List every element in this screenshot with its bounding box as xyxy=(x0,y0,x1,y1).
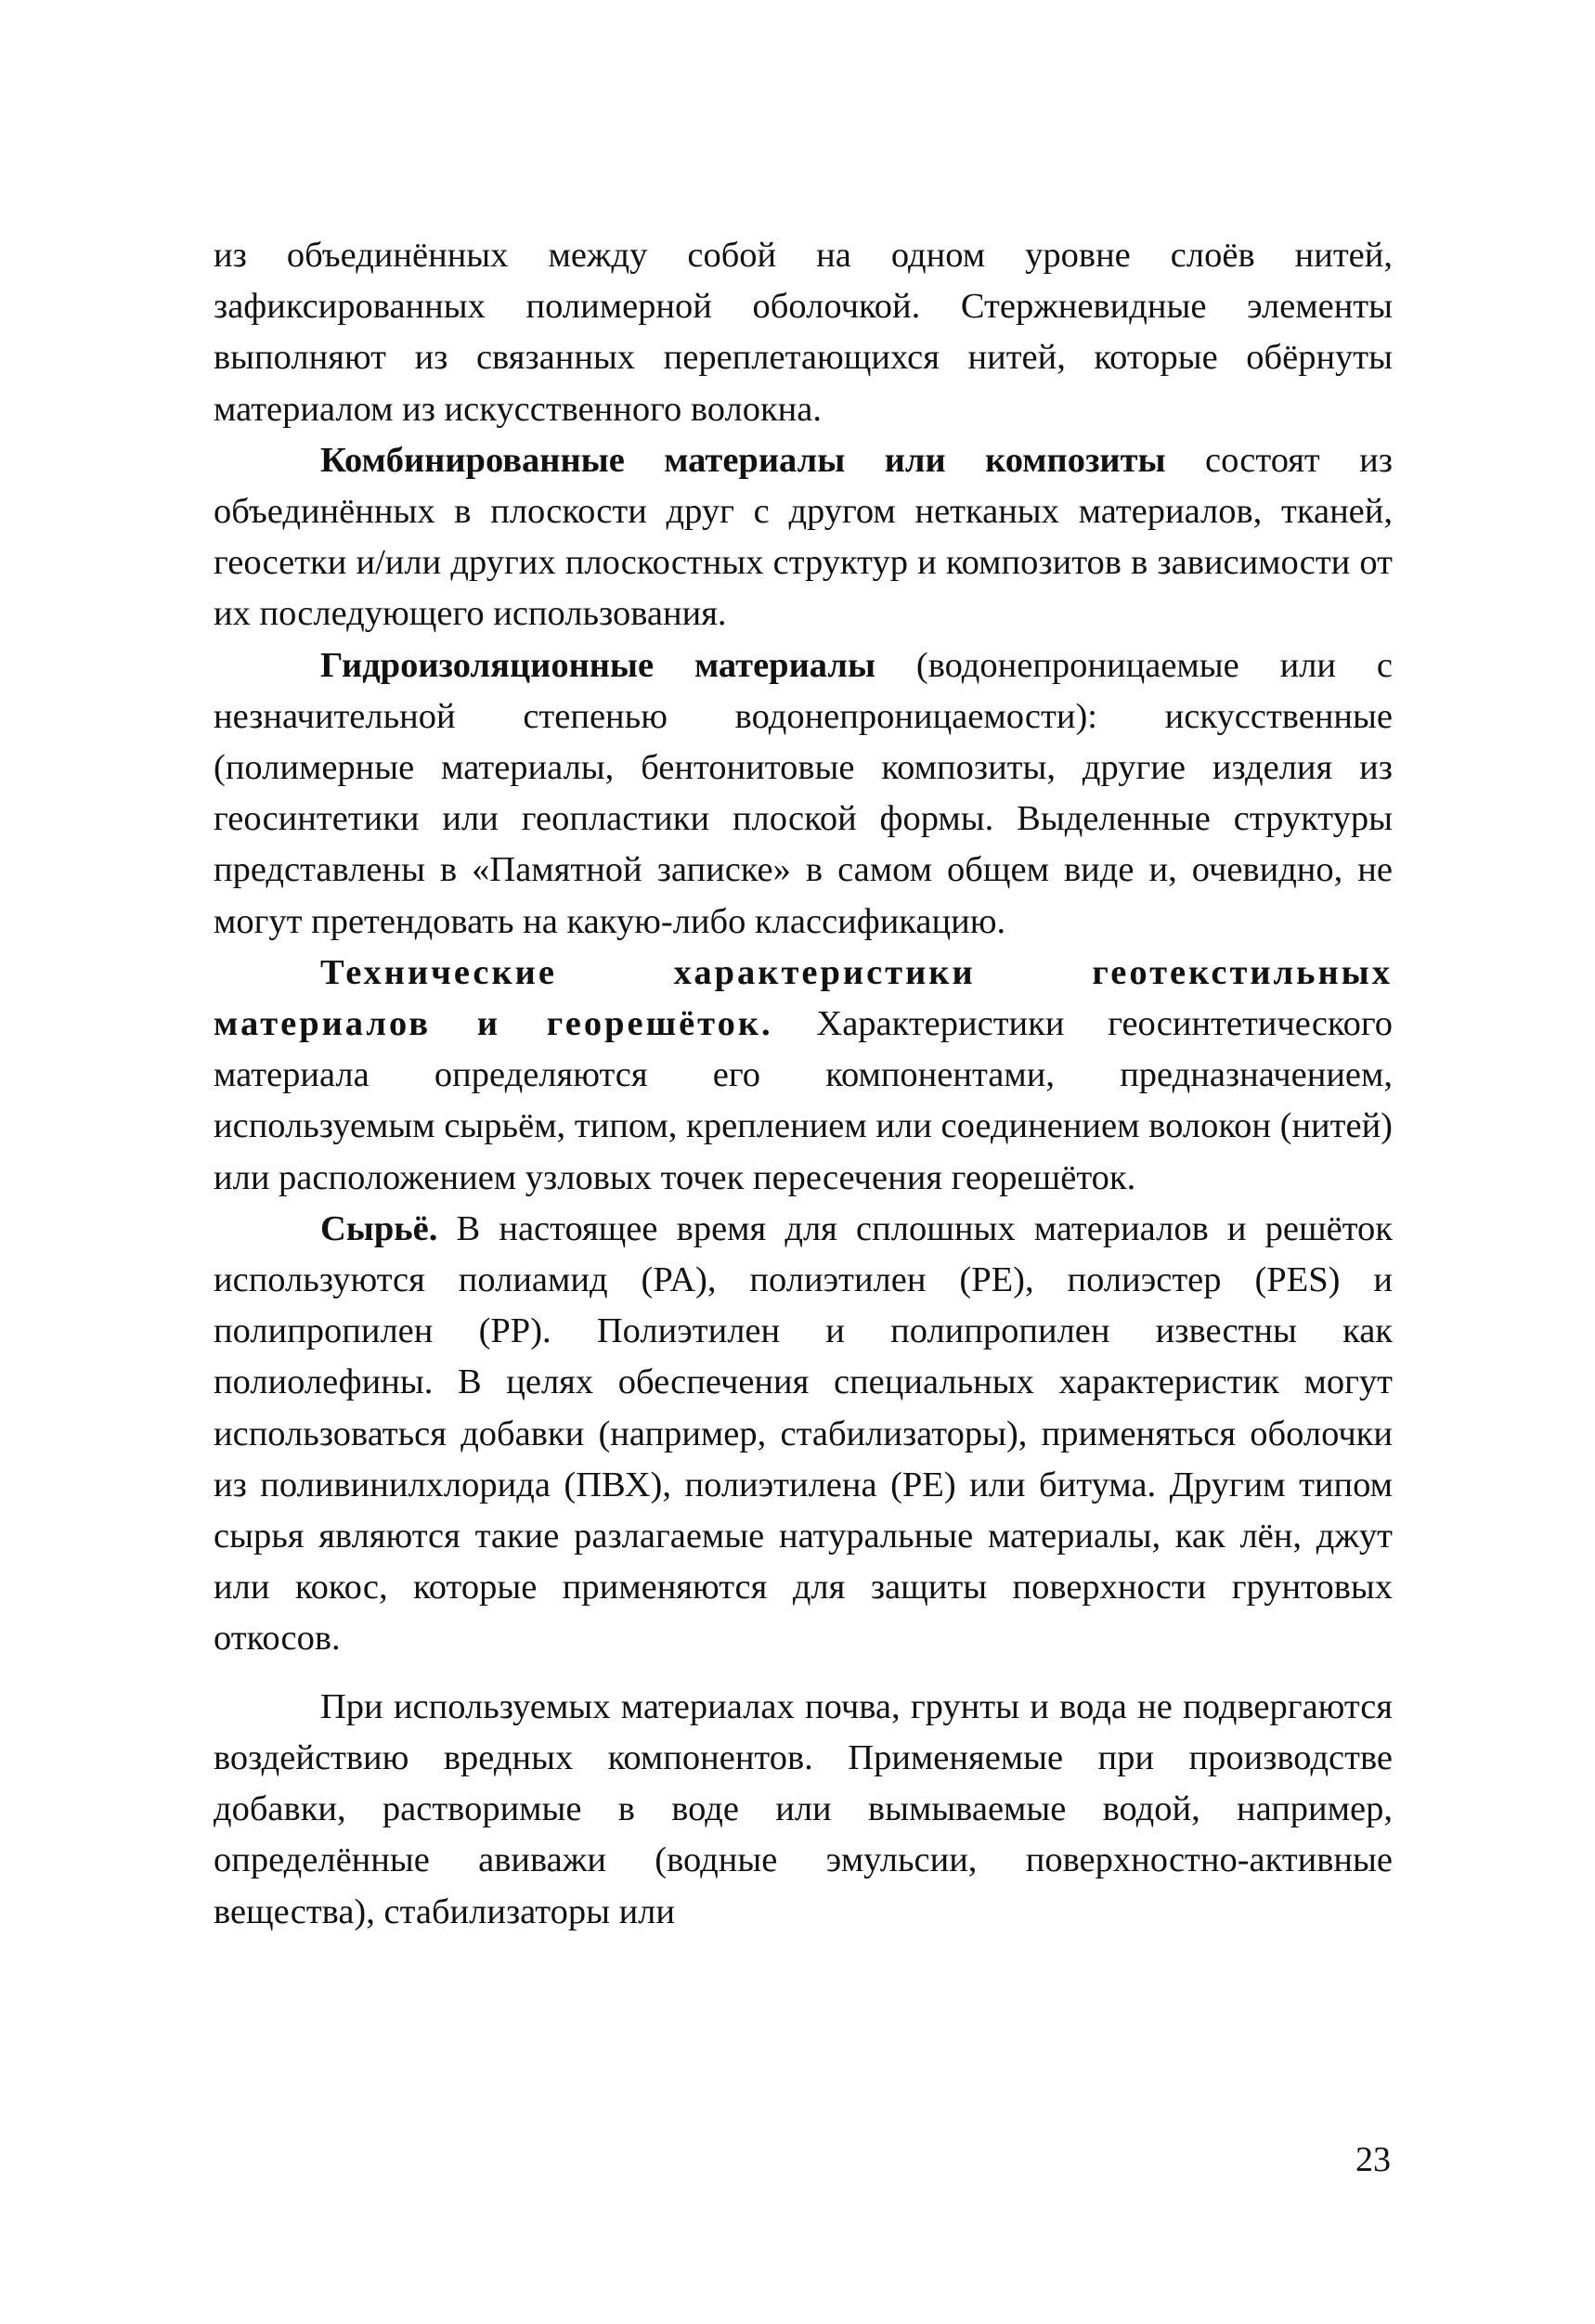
paragraph-composites xyxy=(214,435,1393,640)
paragraph-technical-characteristics xyxy=(214,948,1393,1204)
page-number: 23 xyxy=(1355,2140,1391,2179)
paragraph-lead: Технические характеристики геотекстильных материалов и георешёток. xyxy=(214,952,1393,1044)
paragraph-continuation xyxy=(214,230,1393,435)
paragraph-environmental xyxy=(214,1682,1393,1938)
body-text xyxy=(214,230,1393,1938)
paragraph-text: В настоящее время для сплошных материалов и решёток используются полиамид (PA), полиэтилен (PE), полиэстер (PES) и полипропилен (PP). Полиэтилен и полипропилен известны как полиолефины. В целях обеспечения специальных характеристик могут использоваться добавки (например, стабилизаторы), применяться оболочки из поливинилхлорида (ПВХ), полиэтилена (PE) или битума. Другим типом сырья являются такие разлагаемые натуральные материалы, как лён, джут или кокос, которые применяются для защиты поверхности грунтовых откосов. xyxy=(214,1208,1393,1659)
paragraph-lead: Сырьё. xyxy=(320,1208,438,1248)
paragraph-text: из объединённых между собой на одном уровне слоёв нитей, зафиксированных полимерной оболочкой. Стержневидные элементы выполняют из связанных переплетающихся нитей, которые обёрнуты материалом из искусственного волокна. xyxy=(214,236,1393,429)
paragraph-lead: Комбинированные материалы или композиты xyxy=(320,440,1166,480)
paragraph-text: (водонепроницаемые или с незначительной степенью водонепроницаемости): искусственные (полимерные материалы, бентонитовые композиты, другие изделия из геосинтетики или геопластики плоской формы. Выделенные структуры представлены в «Памятной записке» в самом общем виде и, очевидно, не могут претендовать на какую-либо классификацию. xyxy=(214,645,1394,941)
paragraph-waterproofing xyxy=(214,640,1393,948)
paragraph-text: При используемых материалах почва, грунты и вода не подвергаются воздействию вредных компонентов. Применяемые при производстве добавки, растворимые в воде или вымываемые водой, например, определённые авиважи (водные эмульсии, поверхностно-активные вещества), стабилизаторы или xyxy=(214,1686,1393,1931)
paragraph-lead: Гидроизоляционные материалы xyxy=(320,645,876,685)
paragraph-raw-materials xyxy=(214,1204,1393,1665)
paragraph-text: состоят из объединённых в плоскости друг с другом нетканых материалов, тканей, геосетки и/или других плоскостных структур и композитов в зависимости от их последующего использования. xyxy=(214,440,1393,634)
paragraph-text: Характеристики геосинтетического материала определяются его компонентами, предназначением, используемым сырьём, типом, креплением или соединением волокон (нитей) или расположением узловых точек пересечения георешёток. xyxy=(214,1004,1393,1197)
